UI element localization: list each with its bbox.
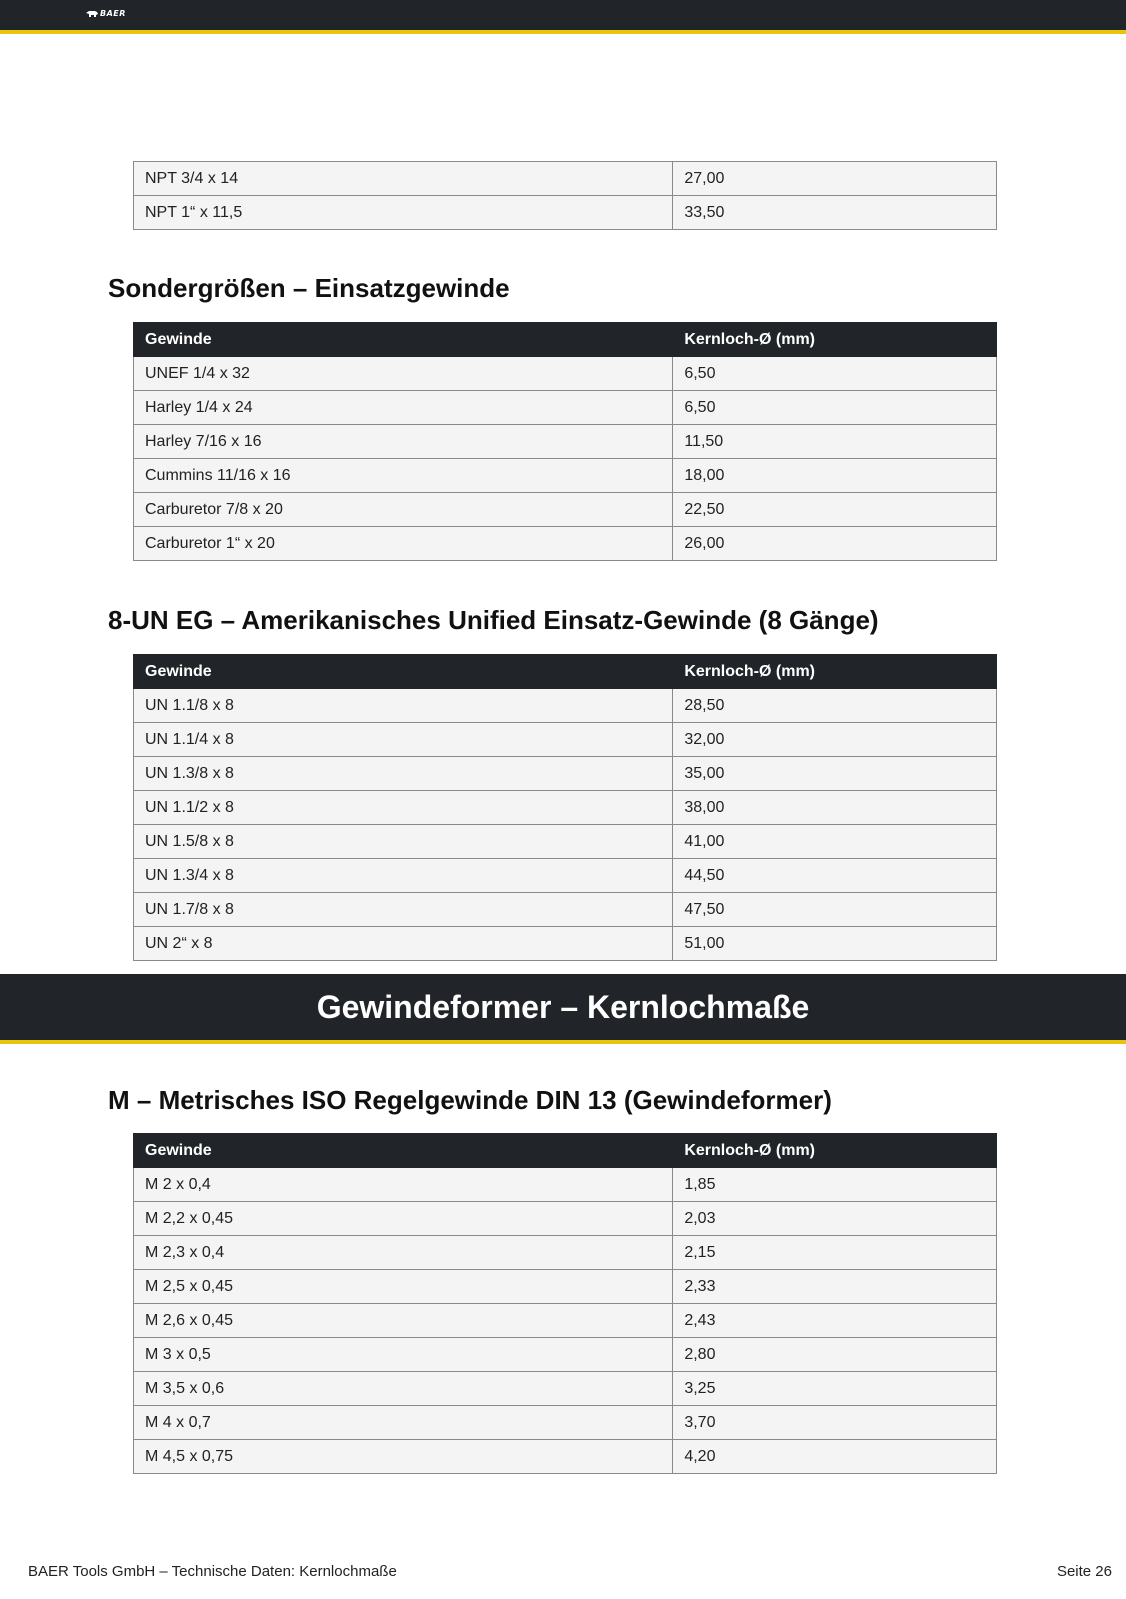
cell-gewinde: Harley 7/16 x 16 (134, 425, 673, 459)
cell-kernloch: 4,20 (673, 1440, 997, 1474)
un8-eg-table (133, 654, 997, 961)
cell-kernloch: 11,50 (673, 425, 997, 459)
cell-gewinde: M 2 x 0,4 (134, 1168, 673, 1202)
cell-gewinde: M 2,2 x 0,45 (134, 1202, 673, 1236)
cell-kernloch: 2,33 (673, 1270, 997, 1304)
table-row (134, 1338, 997, 1372)
cell-gewinde: M 3,5 x 0,6 (134, 1372, 673, 1406)
table-header-row (134, 323, 997, 357)
cell-kernloch: 44,50 (673, 859, 997, 893)
table-row (134, 1270, 997, 1304)
cell-gewinde: M 2,3 x 0,4 (134, 1236, 673, 1270)
cell-kernloch: 6,50 (673, 391, 997, 425)
cell-kernloch: 51,00 (673, 927, 997, 961)
table-row (134, 1236, 997, 1270)
cell-kernloch: 2,15 (673, 1236, 997, 1270)
brand-logo-text: BAER (100, 9, 126, 18)
cell-kernloch: 32,00 (673, 723, 997, 757)
cell-kernloch: 2,43 (673, 1304, 997, 1338)
cell-gewinde: NPT 3/4 x 14 (134, 162, 673, 196)
cell-gewinde: M 3 x 0,5 (134, 1338, 673, 1372)
cell-gewinde: M 2,6 x 0,45 (134, 1304, 673, 1338)
cell-gewinde: Cummins 11/16 x 16 (134, 459, 673, 493)
column-header-gewinde: Gewinde (134, 655, 673, 689)
cell-kernloch: 6,50 (673, 357, 997, 391)
column-header-kernloch: Kernloch-Ø (mm) (673, 323, 997, 357)
cell-gewinde: UN 2“ x 8 (134, 927, 673, 961)
cell-gewinde: UN 1.1/2 x 8 (134, 791, 673, 825)
table-row (134, 425, 997, 459)
section-title-m-former: M – Metrisches ISO Regelgewinde DIN 13 (Gewindeformer) (108, 1085, 832, 1115)
cell-kernloch: 47,50 (673, 893, 997, 927)
chapter-banner (0, 974, 1126, 1044)
cell-kernloch: 3,70 (673, 1406, 997, 1440)
cell-kernloch: 26,00 (673, 527, 997, 561)
cell-gewinde: UN 1.7/8 x 8 (134, 893, 673, 927)
table-row (134, 1406, 997, 1440)
bear-icon (86, 10, 98, 17)
cell-kernloch: 18,00 (673, 459, 997, 493)
sondergroessen-table (133, 322, 997, 561)
table-row (134, 689, 997, 723)
column-header-kernloch: Kernloch-Ø (mm) (673, 655, 997, 689)
cell-gewinde: UN 1.1/4 x 8 (134, 723, 673, 757)
footer-company-text: BAER Tools GmbH – Technische Daten: Kernlochmaße (28, 1563, 397, 1580)
cell-gewinde: M 2,5 x 0,45 (134, 1270, 673, 1304)
brand-logo (86, 9, 126, 18)
cell-kernloch: 22,50 (673, 493, 997, 527)
cell-kernloch: 33,50 (673, 196, 997, 230)
m-former-table (133, 1133, 997, 1474)
section-title-sondergroessen: Sondergrößen – Einsatzgewinde (108, 273, 510, 303)
column-header-kernloch: Kernloch-Ø (mm) (673, 1134, 997, 1168)
table-row (134, 527, 997, 561)
cell-gewinde: UNEF 1/4 x 32 (134, 357, 673, 391)
table-header-row (134, 1134, 997, 1168)
table-row (134, 196, 997, 230)
cell-gewinde: UN 1.3/4 x 8 (134, 859, 673, 893)
cell-kernloch: 3,25 (673, 1372, 997, 1406)
cell-gewinde: M 4,5 x 0,75 (134, 1440, 673, 1474)
cell-kernloch: 28,50 (673, 689, 997, 723)
cell-gewinde: UN 1.5/8 x 8 (134, 825, 673, 859)
table-row (134, 791, 997, 825)
cell-kernloch: 35,00 (673, 757, 997, 791)
npt-table (133, 161, 997, 230)
table-row (134, 357, 997, 391)
table-row (134, 825, 997, 859)
cell-kernloch: 41,00 (673, 825, 997, 859)
chapter-title: Gewindeformer – Kernlochmaße (316, 988, 810, 1025)
page-header-bar (0, 0, 1126, 34)
cell-gewinde: Carburetor 7/8 x 20 (134, 493, 673, 527)
cell-kernloch: 2,03 (673, 1202, 997, 1236)
cell-kernloch: 38,00 (673, 791, 997, 825)
table-row (134, 757, 997, 791)
table-row (134, 927, 997, 961)
cell-gewinde: NPT 1“ x 11,5 (134, 196, 673, 230)
column-header-gewinde: Gewinde (134, 323, 673, 357)
section-title-8un-eg: 8-UN EG – Amerikanisches Unified Einsatz-Gewinde (8 Gänge) (108, 605, 879, 635)
table-row (134, 1202, 997, 1236)
column-header-gewinde: Gewinde (134, 1134, 673, 1168)
cell-gewinde: UN 1.3/8 x 8 (134, 757, 673, 791)
cell-gewinde: Carburetor 1“ x 20 (134, 527, 673, 561)
table-header-row (134, 655, 997, 689)
table-row (134, 723, 997, 757)
table-row (134, 1168, 997, 1202)
cell-kernloch: 2,80 (673, 1338, 997, 1372)
cell-kernloch: 27,00 (673, 162, 997, 196)
table-row (134, 162, 997, 196)
table-row (134, 893, 997, 927)
table-row (134, 859, 997, 893)
cell-gewinde: M 4 x 0,7 (134, 1406, 673, 1440)
table-row (134, 1440, 997, 1474)
cell-gewinde: UN 1.1/8 x 8 (134, 689, 673, 723)
table-row (134, 1304, 997, 1338)
table-row (134, 493, 997, 527)
cell-gewinde: Harley 1/4 x 24 (134, 391, 673, 425)
table-row (134, 459, 997, 493)
page-number: Seite 26 (1056, 1563, 1112, 1580)
cell-kernloch: 1,85 (673, 1168, 997, 1202)
table-row (134, 1372, 997, 1406)
table-row (134, 391, 997, 425)
